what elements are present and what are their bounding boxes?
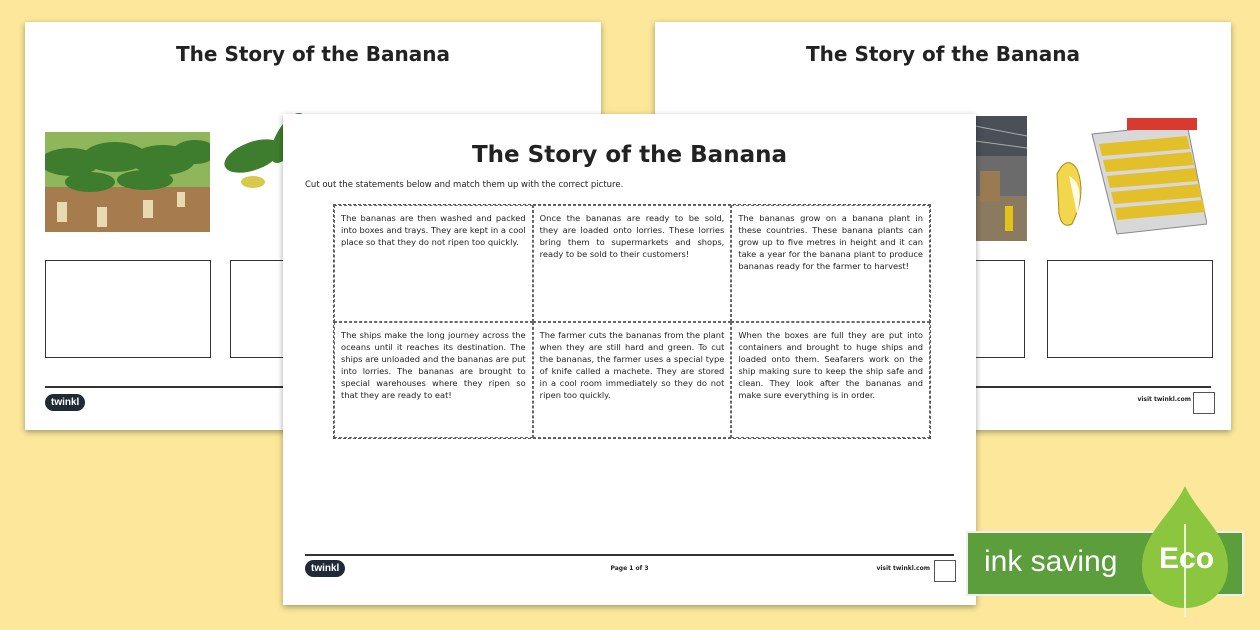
ink-saving-label: ink saving [984,545,1118,578]
visit-link-text: visit twinkl.com [876,565,930,572]
banana-display-picture [1047,114,1207,239]
twinkl-logo: twinkl [305,560,345,577]
sheet-title: The Story of the Banana [176,42,450,66]
main-worksheet-preview [283,114,976,605]
statement-card: The farmer cuts the bananas from the plant when they are still hard and green. To cut the bananas, the farmer uses a special type of knife called a machete. They are stored in a cool room immediately so they do not ripen too quickly. [533,322,732,439]
answer-box [230,260,290,358]
eco-label: Eco [1159,542,1215,575]
statement-card: Once the bananas are ready to be sold, they are loaded onto lorries. These lorries bring them to supermarkets and shops, ready to be sold to their customers! [533,205,732,322]
quality-badge-icon [934,560,956,582]
statement-card: The ships make the long journey across the oceans until it reaches its destination. The ships are unloaded and the bananas are put into lorries. The bananas are brought to special warehouses where they ripen so that they are ready to eat! [334,322,533,439]
twinkl-logo: twinkl [45,394,85,411]
warehouse-picture [975,116,1027,241]
sheet-title: The Story of the Banana [806,42,1080,66]
footer-divider [305,554,954,556]
sheet-title: The Story of the Banana [471,142,787,168]
answer-box [45,260,211,358]
quality-badge-icon [1193,392,1215,414]
statement-cards-grid [333,204,931,439]
answer-box [973,260,1025,358]
statement-card: The bananas grow on a banana plant in these countries. These banana plants can grow up to five metres in height and it can take a year for the banana plant to produce bananas ready for the farmer to harvest! [731,205,930,322]
statement-card: When the boxes are full they are put into containers and brought to huge ships and loaded onto them. Seafarers work on the ship making sure to keep the ship safe and clean. They look after the bananas and make sure everything is in order. [731,322,930,439]
visit-link-text: visit twinkl.com [1137,396,1191,403]
instructions: Cut out the statements below and match them up with the correct picture. [305,180,624,190]
statement-card: The bananas are then washed and packed into boxes and trays. They are kept in a cool place so that they do not ripen too quickly. [334,205,533,322]
page-number: Page 1 of 3 [610,565,649,572]
answer-box [1047,260,1213,358]
banana-plantation-picture [45,132,210,232]
